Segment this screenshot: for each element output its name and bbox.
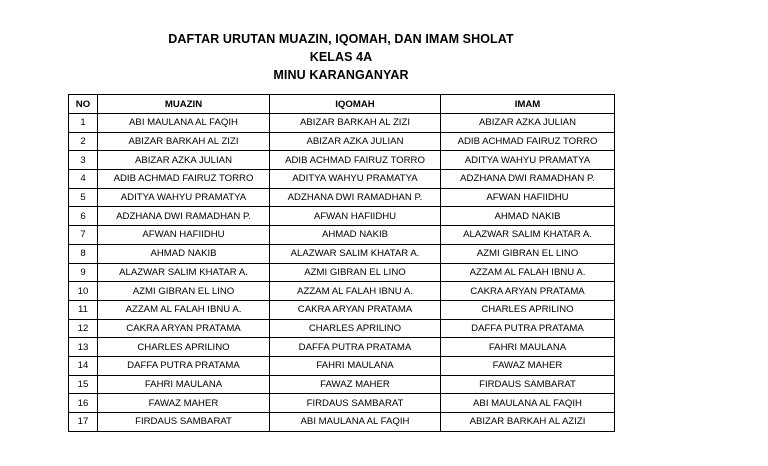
cell-imam: ABI MAULANA AL FAQIH (441, 394, 615, 413)
cell-muazin: ABI MAULANA AL FAQIH (98, 114, 270, 133)
class-name: KELAS 4A (309, 50, 373, 64)
cell-imam: FAHRI MAULANA (441, 338, 615, 357)
school-name: MINU KARANGANYAR (273, 68, 409, 82)
cell-imam: FIRDAUS SAMBARAT (441, 375, 615, 394)
table-row (69, 263, 615, 282)
cell-no: 4 (69, 170, 98, 189)
cell-imam: ADITYA WAHYU PRAMATYA (441, 151, 615, 170)
cell-no: 8 (69, 244, 98, 263)
table-row (69, 282, 615, 301)
cell-muazin: FAWAZ MAHER (98, 394, 270, 413)
cell-no: 6 (69, 207, 98, 226)
cell-imam: CAKRA ARYAN PRATAMA (441, 282, 615, 301)
table-row (69, 226, 615, 245)
cell-imam: DAFFA PUTRA PRATAMA (441, 319, 615, 338)
cell-iqomah: AFWAN HAFIIDHU (270, 207, 441, 226)
cell-iqomah: ABIZAR AZKA JULIAN (270, 132, 441, 151)
cell-no: 11 (69, 300, 98, 319)
cell-no: 3 (69, 151, 98, 170)
cell-iqomah: CHARLES APRILINO (270, 319, 441, 338)
cell-iqomah: FAWAZ MAHER (270, 375, 441, 394)
table-row (69, 207, 615, 226)
table-row (69, 188, 615, 207)
column-header-imam: IMAM (441, 95, 615, 114)
cell-imam: ABIZAR AZKA JULIAN (441, 114, 615, 133)
cell-muazin: CHARLES APRILINO (98, 338, 270, 357)
cell-imam: ABIZAR BARKAH AL AZIZI (441, 413, 615, 432)
document-header (68, 30, 614, 84)
cell-iqomah: AZMI GIBRAN EL LINO (270, 263, 441, 282)
cell-no: 5 (69, 188, 98, 207)
cell-imam: AZMI GIBRAN EL LINO (441, 244, 615, 263)
cell-muazin: ADIB ACHMAD FAIRUZ TORRO (98, 170, 270, 189)
cell-imam: ADIB ACHMAD FAIRUZ TORRO (441, 132, 615, 151)
document-title: DAFTAR URUTAN MUAZIN, IQOMAH, DAN IMAM SHOLAT (168, 32, 514, 46)
cell-iqomah: AZZAM AL FALAH IBNU A. (270, 282, 441, 301)
cell-muazin: AHMAD NAKIB (98, 244, 270, 263)
table-body (69, 114, 615, 432)
cell-imam: AZZAM AL FALAH IBNU A. (441, 263, 615, 282)
table-row (69, 244, 615, 263)
table-row (69, 375, 615, 394)
cell-iqomah: DAFFA PUTRA PRATAMA (270, 338, 441, 357)
cell-no: 9 (69, 263, 98, 282)
cell-imam: AFWAN HAFIIDHU (441, 188, 615, 207)
table-row (69, 338, 615, 357)
table-row (69, 300, 615, 319)
table-header-row (69, 95, 615, 114)
cell-iqomah: ALAZWAR SALIM KHATAR A. (270, 244, 441, 263)
cell-iqomah: CAKRA ARYAN PRATAMA (270, 300, 441, 319)
table-row (69, 413, 615, 432)
table-row (69, 356, 615, 375)
table-row (69, 114, 615, 133)
cell-muazin: FIRDAUS SAMBARAT (98, 413, 270, 432)
cell-iqomah: ADIB ACHMAD FAIRUZ TORRO (270, 151, 441, 170)
cell-iqomah: ABIZAR BARKAH AL ZIZI (270, 114, 441, 133)
cell-no: 15 (69, 375, 98, 394)
cell-no: 2 (69, 132, 98, 151)
cell-muazin: ABIZAR BARKAH AL ZIZI (98, 132, 270, 151)
column-header-iqomah: IQOMAH (270, 95, 441, 114)
cell-muazin: ADZHANA DWI RAMADHAN P. (98, 207, 270, 226)
cell-no: 7 (69, 226, 98, 245)
cell-iqomah: ABI MAULANA AL FAQIH (270, 413, 441, 432)
cell-muazin: DAFFA PUTRA PRATAMA (98, 356, 270, 375)
cell-iqomah: AHMAD NAKIB (270, 226, 441, 245)
cell-imam: FAWAZ MAHER (441, 356, 615, 375)
cell-muazin: AZMI GIBRAN EL LINO (98, 282, 270, 301)
cell-iqomah: FIRDAUS SAMBARAT (270, 394, 441, 413)
cell-iqomah: FAHRI MAULANA (270, 356, 441, 375)
table-row (69, 151, 615, 170)
table-row (69, 170, 615, 189)
cell-no: 1 (69, 114, 98, 133)
cell-muazin: ADITYA WAHYU PRAMATYA (98, 188, 270, 207)
cell-no: 17 (69, 413, 98, 432)
table-row (69, 394, 615, 413)
cell-iqomah: ADZHANA DWI RAMADHAN P. (270, 188, 441, 207)
cell-no: 16 (69, 394, 98, 413)
cell-no: 10 (69, 282, 98, 301)
cell-muazin: AFWAN HAFIIDHU (98, 226, 270, 245)
column-header-no: NO (69, 95, 98, 114)
cell-muazin: ABIZAR AZKA JULIAN (98, 151, 270, 170)
column-header-muazin: MUAZIN (98, 95, 270, 114)
cell-muazin: FAHRI MAULANA (98, 375, 270, 394)
cell-muazin: AZZAM AL FALAH IBNU A. (98, 300, 270, 319)
cell-no: 13 (69, 338, 98, 357)
cell-imam: AHMAD NAKIB (441, 207, 615, 226)
table-row (69, 319, 615, 338)
cell-muazin: CAKRA ARYAN PRATAMA (98, 319, 270, 338)
prayer-roster-table (68, 94, 615, 432)
cell-iqomah: ADITYA WAHYU PRAMATYA (270, 170, 441, 189)
cell-muazin: ALAZWAR SALIM KHATAR A. (98, 263, 270, 282)
cell-no: 14 (69, 356, 98, 375)
cell-no: 12 (69, 319, 98, 338)
table-row (69, 132, 615, 151)
cell-imam: ALAZWAR SALIM KHATAR A. (441, 226, 615, 245)
cell-imam: CHARLES APRILINO (441, 300, 615, 319)
cell-imam: ADZHANA DWI RAMADHAN P. (441, 170, 615, 189)
